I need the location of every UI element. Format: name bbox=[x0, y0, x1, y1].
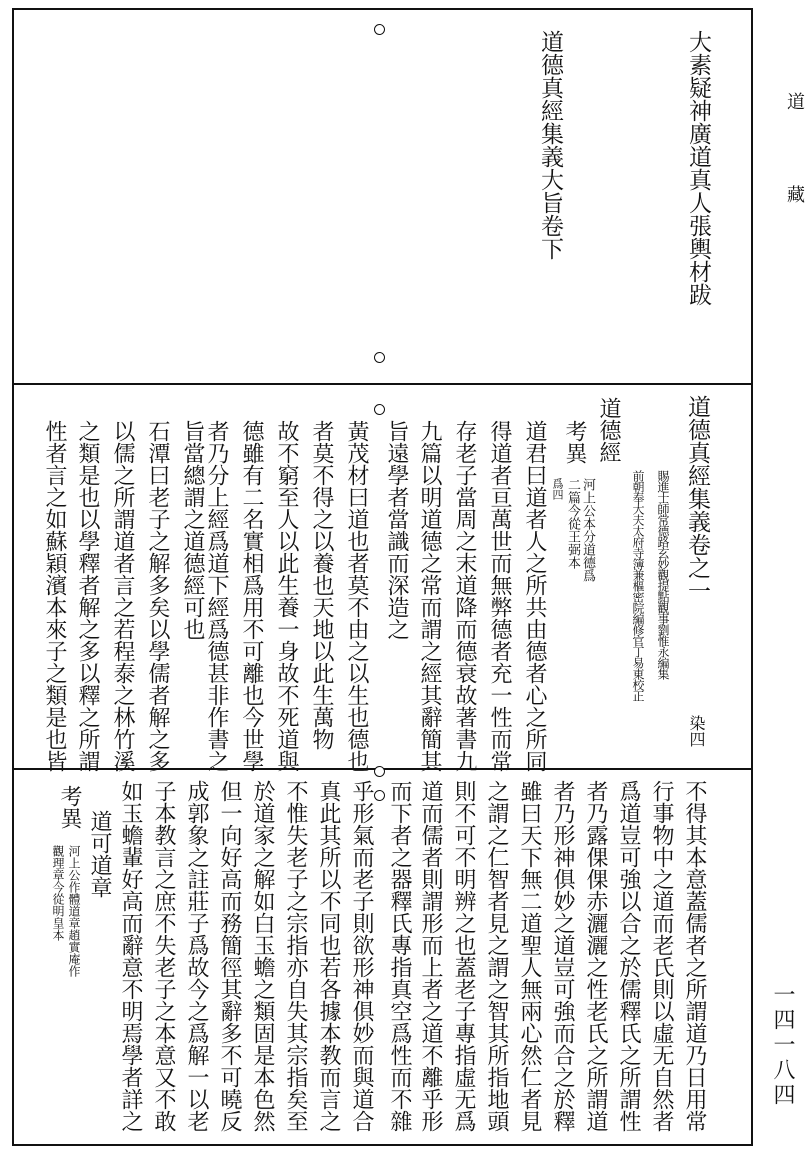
text-line: 旨當總謂之道德經可也 bbox=[180, 420, 205, 640]
text-line: 者乃分上經爲道下經爲德甚非作書之 bbox=[204, 420, 229, 772]
panel-divider-1 bbox=[12, 383, 753, 385]
margin-char-mid: 藏 bbox=[784, 185, 805, 209]
kaoyi-note-3: 爲四 bbox=[551, 478, 564, 500]
kaoyi-label: 考異 bbox=[57, 785, 82, 829]
volume-title: 道德真經集義卷之一 bbox=[684, 395, 710, 602]
binding-hole bbox=[374, 352, 385, 363]
compiler-line-2: 前朝奉大夫太府寺簿兼樞密院編修官丁易東校正 bbox=[631, 470, 645, 701]
compiler-line-1: 賜進士師常德路玄妙觀提點觀事劉惟永編集 bbox=[656, 470, 670, 679]
chapter-title: 道可道章 bbox=[87, 810, 112, 898]
text-line: 以儒之所謂道者言之若程泰之林竹溪 bbox=[110, 420, 135, 772]
text-line: 德雖有二名實相爲用不可離也今世學 bbox=[239, 420, 264, 772]
text-line: 則不可不明辨之也蓋老子專指虛无爲 bbox=[451, 780, 476, 1132]
text-line: 者乃露倮倮赤灑灑之性老氏之所謂道 bbox=[583, 780, 608, 1132]
text-line: 乎形氣而老子則欲形神俱妙而與道合 bbox=[349, 780, 374, 1132]
text-line: 道君曰道者人之所共由德者心之所同 bbox=[522, 420, 547, 772]
text-line: 得道者亘萬世而無弊德者充一性而常 bbox=[487, 420, 512, 772]
kaoyi-note-2: 二篇今從王弼本 bbox=[565, 478, 580, 569]
text-line: 雖曰天下無二道聖人無兩心然仁者見 bbox=[517, 780, 542, 1132]
kaoyi-note-2: 觀理章今從明皇本 bbox=[51, 845, 65, 941]
kaoyi-label: 考異 bbox=[562, 420, 587, 464]
text-line: 成郭象之註莊子爲故今之爲解一以老 bbox=[184, 780, 209, 1132]
text-line: 者乃形神俱妙之道豈可強而合之於釋 bbox=[550, 780, 575, 1132]
text-line: 但一向好高而務簡徑其辭多不可曉反 bbox=[217, 780, 242, 1132]
text-line: 之謂之仁智者見之謂之智其所指地頭 bbox=[484, 780, 509, 1132]
text-line: 子本教言之庶不失老子之本意又不敢 bbox=[151, 780, 176, 1132]
binding-hole bbox=[374, 24, 385, 35]
section-heading: 道德經 bbox=[596, 397, 621, 463]
text-line: 如玉蟾輩好高而辭意不明焉學者詳之 bbox=[118, 780, 143, 1132]
kaoyi-note-1: 河上公本分道德爲 bbox=[580, 478, 595, 582]
text-line: 而下者之器釋氏專指真空爲性而不雜 bbox=[387, 780, 412, 1132]
binding-hole bbox=[374, 766, 385, 777]
text-line: 存老子當周之末道降而德衰故著書九 bbox=[452, 420, 477, 772]
text-line: 於道家之解如白玉蟾之類固是本色然 bbox=[250, 780, 275, 1132]
text-line: 石潭曰老子之解多矣以學儒者解之多 bbox=[145, 420, 170, 772]
text-line: 之類是也以學釋者解之多以釋之所謂 bbox=[75, 420, 100, 772]
text-line: 故不窮至人以此生養一身故不死道與 bbox=[274, 420, 299, 772]
book-title: 道德真經集義大旨卷下 bbox=[537, 30, 563, 260]
volume-mark: 染四 bbox=[687, 715, 706, 747]
text-line: 者莫不得之以養也天地以此生萬物 bbox=[309, 420, 334, 750]
text-line: 真此其所以不同也若各據本教而言之 bbox=[316, 780, 341, 1132]
text-line: 不惟失老子之宗指亦自失其宗指矣至 bbox=[283, 780, 308, 1132]
page-number: 一四一八四 bbox=[770, 983, 795, 1108]
text-line: 道而儒者則謂形而上者之道不離乎形 bbox=[418, 780, 443, 1132]
postscript-title: 大素疑神廣道真人張輿材跋 bbox=[685, 30, 711, 306]
text-line: 黃茂材曰道也者莫不由之以生也德也 bbox=[344, 420, 369, 772]
text-line: 九篇以明道德之常而謂之經其辭簡其 bbox=[417, 420, 442, 772]
binding-hole bbox=[374, 404, 385, 415]
text-line: 不得其本意蓋儒者之所謂道乃日用常 bbox=[682, 780, 707, 1132]
text-line: 爲道豈可強以合之於儒釋氏之所謂性 bbox=[616, 780, 641, 1132]
text-line: 性者言之如蘇穎濱本來子之類是也皆 bbox=[42, 420, 67, 772]
kaoyi-note-1: 河上公作體道章趙實庵作 bbox=[67, 845, 81, 977]
text-line: 旨遠學者當識而深造之 bbox=[384, 420, 409, 640]
text-line: 行事物中之道而老氏則以虛无自然者 bbox=[649, 780, 674, 1132]
margin-char-top: 道 bbox=[784, 92, 805, 116]
